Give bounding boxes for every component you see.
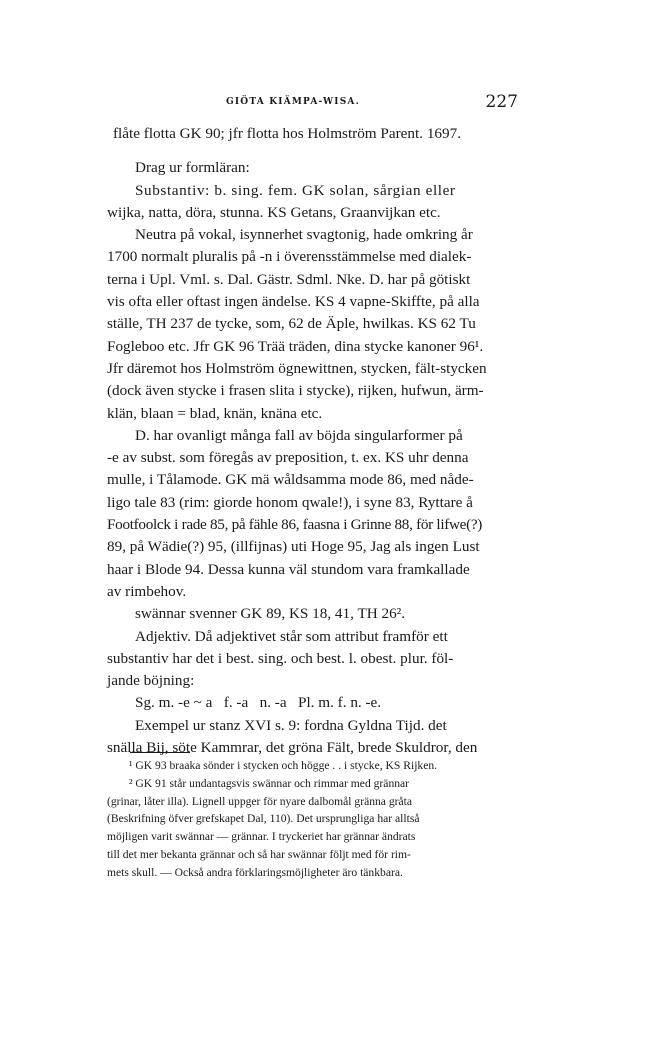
text-line: 89, på Wädie(?) 95, (illfijnas) uti Hoge 95, Jag als ingen Lust — [107, 538, 480, 556]
text-line: Substantiv: b. sing. fem. GK solan, sårgian eller — [135, 181, 456, 199]
page-header — [108, 92, 526, 114]
text-line: jande böjning: — [107, 672, 195, 690]
text-line: av rimbehov. — [107, 582, 187, 600]
text-line: Jfr däremot hos Holmström ögnewittnen, stycken, fält-stycken — [107, 359, 487, 377]
text-line: flåte flotta GK 90; jfr flotta hos Holmström Parent. 1697. — [113, 125, 461, 142]
footnote-line: till det mer bekanta grännar och så har swännar följt med för rim- — [107, 847, 411, 861]
text-line: ligo tale 83 (rim: giorde honom qwale!), i syne 83, Ryttare å — [107, 493, 473, 511]
footnotes — [107, 757, 527, 882]
text-line: substantiv har det i best. sing. och best. l. obest. plur. föl- — [107, 649, 454, 667]
footnote-line: (Beskrifning öfver grefskapet Dal, 110). Det ursprungliga har alltså — [107, 812, 420, 826]
running-head: GIÖTA KIÄMPA-WISA. — [226, 97, 360, 107]
text-line: Sg. m. -e ~ a f. -a n. -a Pl. m. f. n. -e. — [135, 694, 382, 712]
text-line: -e av subst. som föregås av preposition, t. ex. KS uhr denna — [107, 449, 469, 467]
body-text — [107, 123, 525, 759]
text-line: 1700 normalt pluralis på -n i överensstämmelse med dialek- — [107, 248, 472, 266]
text-line: Adjektiv. Då adjektivet står som attribut framför ett — [135, 627, 448, 645]
text-line: ställe, TH 237 de tycke, som, 62 de Äple, hwilkas. KS 62 Tu — [107, 315, 476, 333]
page-number: 227 — [485, 92, 518, 112]
text-line: Fogleboo etc. Jfr GK 96 Trää träden, dina stycke kanoner 96¹. — [107, 337, 484, 355]
footnote-line: möjligen varit swännar — grännar. I tryckeriet har grännar ändrats — [107, 830, 416, 844]
footnote-line: (grinar, låter illa). Lignell uppger för nyare dalbomål gränna gråta — [107, 794, 413, 808]
footnote-line: mets skull. — Också andra förklaringsmöjligheter äro tänkbara. — [107, 865, 403, 879]
text-line: wijka, natta, döra, stunna. KS Getans, Graanvijkan etc. — [107, 203, 441, 221]
text-line: terna i Upl. Vml. s. Dal. Gästr. Sdml. Nke. D. har på götiskt — [107, 270, 471, 288]
text-line: haar i Blode 94. Dessa kunna väl stundom vara framkallade — [107, 560, 470, 578]
text-line: Footfoolck i rade 85, på fähle 86, faasna i Grinne 88, för lifwe(?) — [107, 516, 483, 534]
text-line: D. har ovanligt många fall av böjda singularformer på — [135, 426, 463, 444]
text-line: Neutra på vokal, isynnerhet svagtonig, hade omkring år — [135, 226, 473, 244]
text-line: Drag ur formläran: — [135, 159, 250, 177]
text-line: swännar svenner GK 89, KS 18, 41, TH 26². — [135, 605, 406, 623]
text-line: mulle, i Tålamode. GK mä wåldsamma mode 86, med nåde- — [107, 471, 474, 489]
text-line: vis ofta eller oftast ingen ändelse. KS 4 vapne-Skiffte, på alla — [107, 293, 480, 311]
text-line: snälla Bij, söte Kammrar, det gröna Fält, brede Skuldror, den — [107, 739, 478, 757]
text-line: (dock även stycke i frasen slita i stycke), rijken, hufwun, ärm- — [107, 382, 484, 400]
text-line: klän, blaan = blad, knän, knäna etc. — [107, 404, 323, 422]
footnote-line: ¹ GK 93 braaka sönder i stycken och högge . . i stycke, KS Rijken. — [129, 759, 438, 772]
footnote-line: ² GK 91 står undantagsvis swännar och rimmar med grännar — [129, 776, 410, 790]
text-line: Exempel ur stanz XVI s. 9: fordna Gyldna Tijd. det — [135, 716, 447, 734]
footnote-rule — [130, 752, 190, 753]
